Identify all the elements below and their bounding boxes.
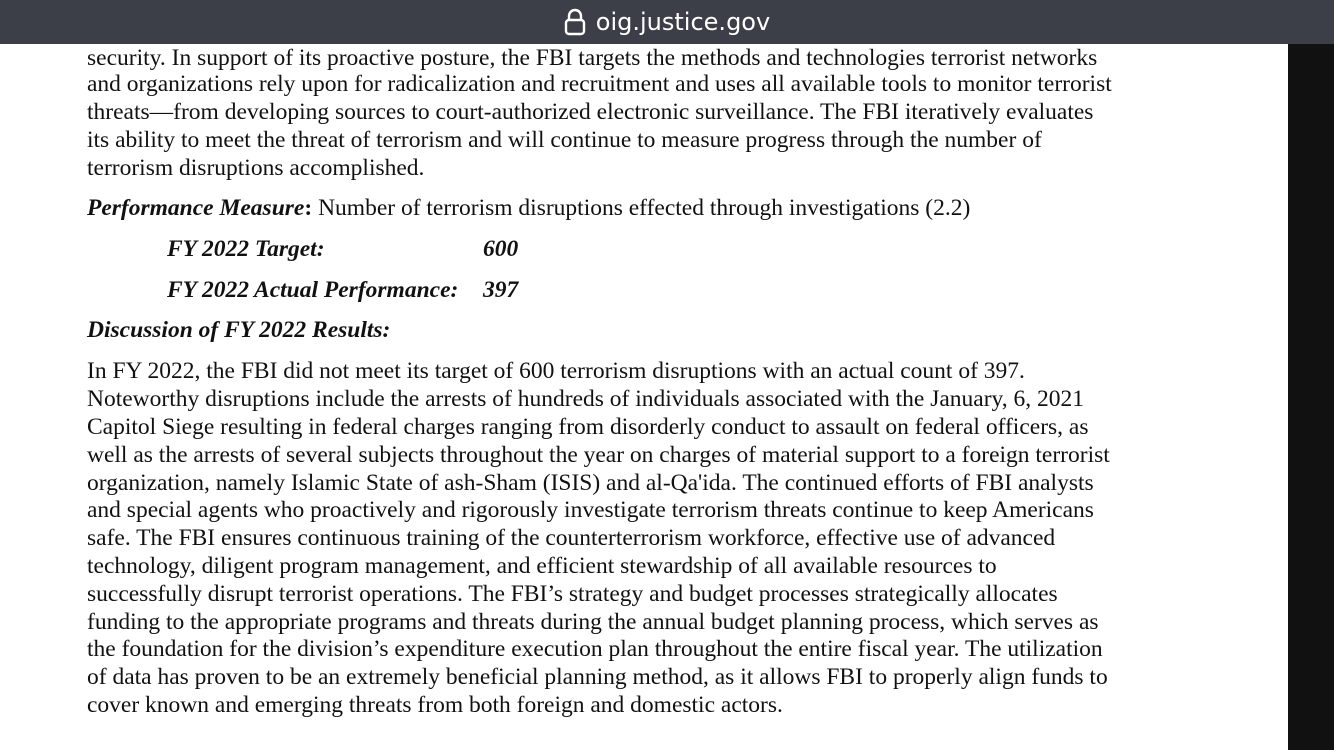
discussion-line: the foundation for the division’s expenditure execution plan throughout the entire fiscal year. The utilization xyxy=(87,636,1103,662)
discussion-line: well as the arrests of several subjects throughout the year on charges of material support to a foreign terrorist xyxy=(87,442,1110,468)
discussion-line: Noteworthy disruptions include the arrests of hundreds of individuals associated with the January, 6, 2021 xyxy=(87,386,1085,412)
address-bar[interactable] xyxy=(0,0,1334,44)
performance-measure-text: Number of terrorism disruptions effected through investigations (2.2) xyxy=(312,195,971,221)
actual-label: FY 2022 Actual Performance: xyxy=(167,277,459,303)
actual-value: 397 xyxy=(483,277,519,303)
discussion-line: funding to the appropriate programs and threats during the annual budget planning process, which serves as xyxy=(87,609,1099,635)
scrollbar[interactable] xyxy=(1288,44,1334,750)
intro-line: threats—from developing sources to court-authorized electronic surveillance. The FBI iteratively evaluates xyxy=(87,99,1094,125)
discussion-line: cover known and emerging threats from both foreign and domestic actors. xyxy=(87,692,783,718)
discussion-heading: Discussion of FY 2022 Results: xyxy=(87,317,391,343)
performance-measure-colon: : xyxy=(304,195,313,221)
discussion-line: In FY 2022, the FBI did not meet its target of 600 terrorism disruptions with an actual count of 397. xyxy=(87,358,1025,384)
document-page[interactable] xyxy=(0,44,1288,750)
lock-icon xyxy=(564,8,586,36)
performance-measure-label: Performance Measure xyxy=(87,195,305,221)
intro-line: and organizations rely upon for radicalization and recruitment and uses all available tools to monitor terrorist xyxy=(87,71,1112,97)
discussion-line: Capitol Siege resulting in federal charges ranging from disorderly conduct to assault on federal officers, as xyxy=(87,414,1089,440)
target-label: FY 2022 Target: xyxy=(167,236,325,262)
performance-measure xyxy=(87,194,970,222)
discussion-line: safe. The FBI ensures continuous training of the counterterrorism workforce, effective use of advanced xyxy=(87,525,1056,551)
discussion-line: and special agents who proactively and rigorously investigate terrorism threats continue to keep Americans xyxy=(87,497,1094,523)
discussion-line: successfully disrupt terrorist operations. The FBI’s strategy and budget processes strategically allocates xyxy=(87,581,1058,607)
intro-line: security. In support of its proactive posture, the FBI targets the methods and technologies terrorist networks xyxy=(87,45,1098,71)
url-text: oig.justice.gov xyxy=(595,8,771,36)
discussion-line: technology, diligent program management, and efficient stewardship of all available resources to xyxy=(87,553,997,579)
intro-line: its ability to meet the threat of terrorism and will continue to measure progress through the number of xyxy=(87,127,1042,153)
intro-line: terrorism disruptions accomplished. xyxy=(87,155,425,181)
discussion-line: of data has proven to be an extremely beneficial planning method, as it allows FBI to properly align funds to xyxy=(87,664,1108,690)
discussion-line: organization, namely Islamic State of ash-Sham (ISIS) and al-Qa'ida. The continued efforts of FBI analysts xyxy=(87,470,1094,496)
target-value: 600 xyxy=(483,236,519,262)
